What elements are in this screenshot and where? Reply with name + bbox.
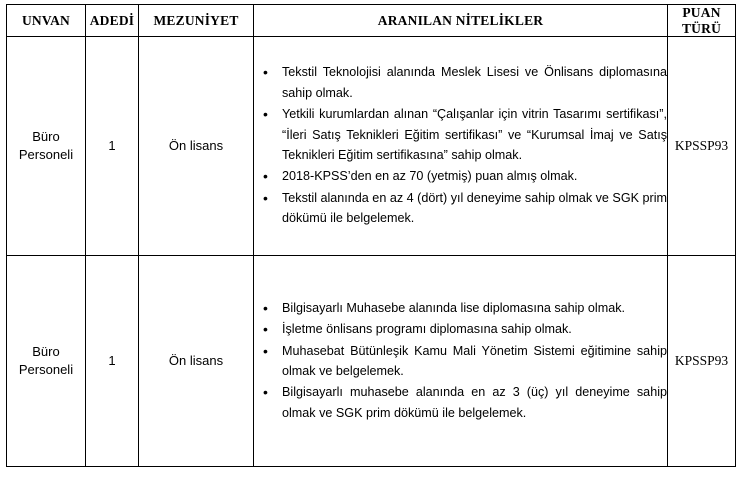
cell-puan-turu: KPSSP93 — [668, 37, 736, 256]
qualifications-table — [6, 4, 736, 467]
cell-nitelikler — [254, 37, 668, 256]
column-header-adedi: ADEDİ — [86, 5, 139, 37]
column-header-unvan: UNVAN — [7, 5, 86, 37]
cell-unvan: Büro Personeli — [7, 256, 86, 467]
table-header-row — [7, 5, 736, 37]
list-item: • İşletme önlisans programı diplomasına sahip olmak. — [280, 319, 667, 339]
cell-unvan: Büro Personeli — [7, 37, 86, 256]
table-header — [7, 5, 736, 37]
cell-mezuniyet: Ön lisans — [139, 256, 254, 467]
table-row — [7, 256, 736, 467]
column-header-aranilan-nitelikler: ARANILAN NİTELİKLER — [254, 5, 668, 37]
list-item: • Tekstil alanında en az 4 (dört) yıl deneyime sahip olmak ve SGK prim dökümü ile belgelemek. — [280, 188, 667, 229]
column-header-puan-turu — [668, 5, 736, 37]
table-row — [7, 37, 736, 256]
list-item: • Yetkili kurumlardan alınan “Çalışanlar için vitrin Tasarımı sertifikası”, “İleri Satış Teknikleri Eğitim sertifikası” ve “Kurumsal İmaj ve Satış Teknikleri Eğitim sertifikasına” sahip olmak. — [280, 104, 667, 165]
list-item: • Bilgisayarlı muhasebe alanında en az 3 (üç) yıl deneyime sahip olmak ve SGK prim dökümü ile belgelemek. — [280, 382, 667, 423]
list-item: • Tekstil Teknolojisi alanında Meslek Lisesi ve Önlisans diplomasına sahip olmak. — [280, 62, 667, 103]
list-item: • Muhasebat Bütünleşik Kamu Mali Yönetim Sistemi eğitimine sahip olmak ve belgelemek. — [280, 341, 667, 382]
list-item: • Bilgisayarlı Muhasebe alanında lise diplomasına sahip olmak. — [280, 298, 667, 318]
cell-mezuniyet: Ön lisans — [139, 37, 254, 256]
list-item: • 2018-KPSS’den en az 70 (yetmiş) puan almış olmak. — [280, 166, 667, 186]
puan-turu-line-1: PUAN — [682, 5, 721, 20]
cell-adedi: 1 — [86, 256, 139, 467]
cell-puan-turu: KPSSP93 — [668, 256, 736, 467]
qualification-list — [254, 62, 667, 228]
table-body — [7, 37, 736, 467]
qualification-list — [254, 298, 667, 423]
column-header-mezuniyet: MEZUNİYET — [139, 5, 254, 37]
puan-turu-line-2: TÜRÜ — [681, 20, 722, 36]
cell-nitelikler — [254, 256, 668, 467]
cell-adedi: 1 — [86, 37, 139, 256]
